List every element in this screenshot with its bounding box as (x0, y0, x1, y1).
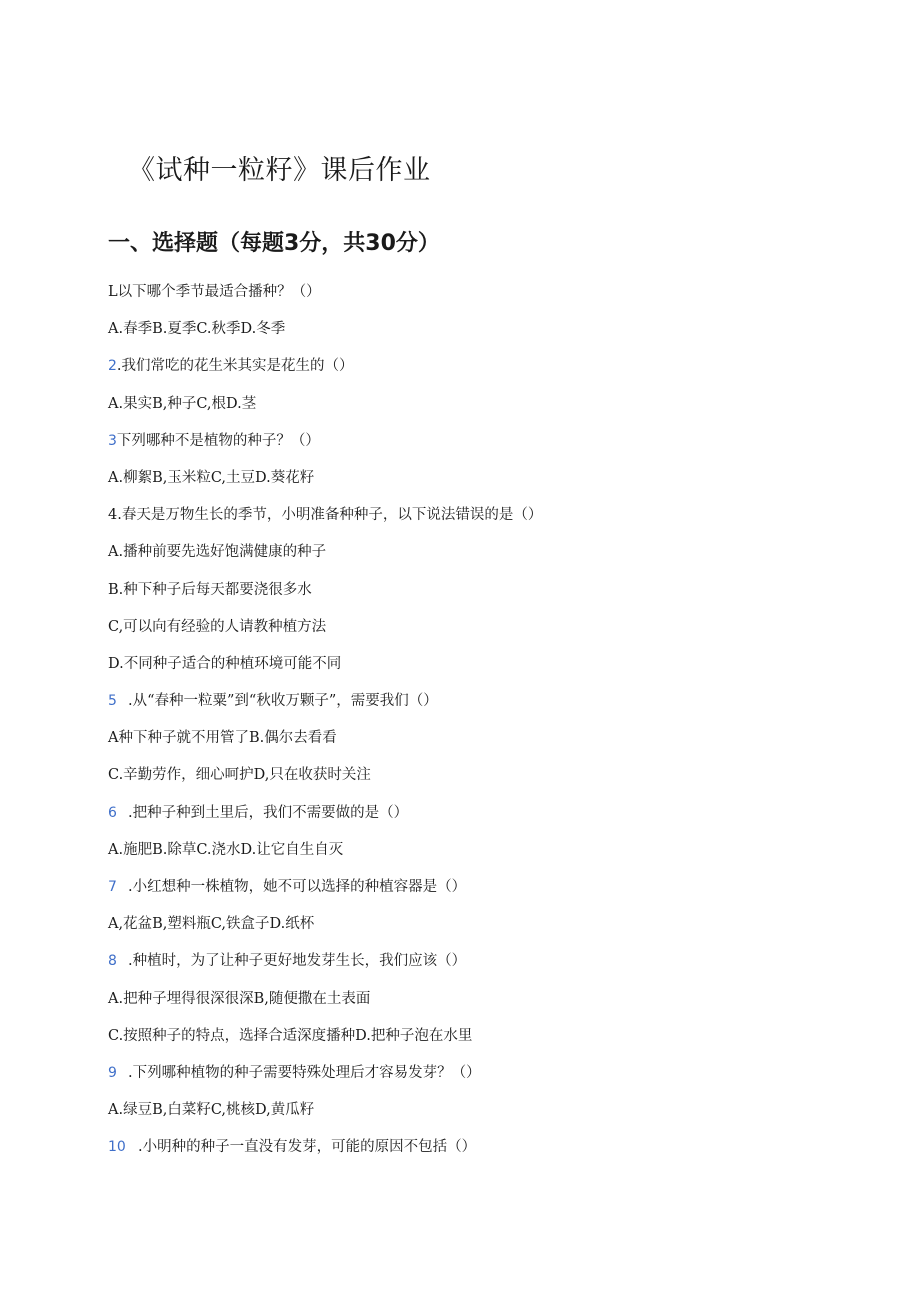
question-number: 10 (108, 1139, 126, 1156)
question-1 (108, 281, 808, 318)
question-3 (108, 430, 808, 467)
options-text: A.绿豆B,白菜籽C,桃核D,黄瓜籽 (108, 1102, 315, 1119)
question-4-option-d (108, 653, 808, 690)
question-text: .小红想种一株植物，她不可以选择的种植容器是（） (128, 879, 467, 895)
question-number: 3 (108, 432, 117, 449)
question-number: 9 (108, 1064, 117, 1081)
question-5 (108, 690, 808, 727)
question-text: .把种子种到土里后，我们不需要做的是（） (128, 804, 409, 821)
options-text: B.种下种子后每天都要浇很多水 (108, 581, 312, 598)
question-number: 5 (108, 693, 117, 710)
question-text: .种植时，为了让种子更好地发芽生长，我们应该（） (128, 953, 467, 970)
question-10 (108, 1136, 808, 1173)
options-text: A.柳絮B,玉米粒C,土豆D.葵花籽 (108, 469, 315, 486)
section-title: 一、选择题（每题3分，共30分） (108, 231, 440, 256)
options-text: D.不同种子适合的种植环境可能不同 (108, 655, 342, 672)
question-text: 下列哪种不是植物的种子？（） (116, 432, 320, 449)
question-9 (108, 1062, 808, 1099)
question-number: 6 (108, 804, 117, 821)
question-text: L以下哪个季节最适合播种？（） (108, 284, 321, 300)
question-8-options-ab (108, 988, 808, 1025)
options-text: C,可以向有经验的人请教种植方法 (108, 618, 327, 635)
question-1-options (108, 318, 808, 355)
question-4-option-a (108, 541, 808, 578)
options-text: A.把种子埋得很深很深B,随便撒在土表面 (108, 990, 371, 1007)
options-text: C.辛勤劳作，细心呵护D,只在收获时关注 (108, 767, 371, 784)
options-text: A.施肥B.除草C.浇水D.让它自生自灭 (108, 841, 344, 858)
question-2 (108, 355, 808, 392)
question-3-options (108, 467, 808, 504)
question-5-options-ab (108, 727, 808, 764)
options-text: A.果实B,种子C,根D.茎 (108, 395, 257, 412)
question-text: .从“春种一粒粟”到“秋收万颗子”，需要我们（） (128, 693, 438, 710)
question-text: .小明种的种子一直没有发芽，可能的原因不包括（） (138, 1139, 477, 1156)
question-5-options-cd (108, 764, 808, 801)
options-text: A,花盆B,塑料瓶C,铁盒子D.纸杯 (108, 916, 315, 933)
question-number: 2 (108, 358, 117, 375)
options-text: A.播种前要先选好饱满健康的种子 (108, 544, 327, 561)
question-4-option-c (108, 616, 808, 653)
question-4-option-b (108, 579, 808, 616)
question-number: 7 (108, 879, 117, 895)
options-text: A种下种子就不用管了B.偶尔去看看 (108, 730, 337, 747)
question-9-options (108, 1099, 808, 1136)
question-4 (108, 504, 808, 541)
question-list (108, 281, 808, 1174)
document-title: 《试种一粒籽》课后作业 (128, 155, 431, 186)
question-7 (108, 876, 808, 913)
question-2-options (108, 393, 808, 430)
question-6-options (108, 839, 808, 876)
question-text: .下列哪种植物的种子需要特殊处理后才容易发芽？（） (128, 1064, 481, 1081)
options-text: C.按照种子的特点，选择合适深度播种D.把种子泡在水里 (108, 1027, 473, 1044)
question-text: 4.春天是万物生长的季节，小明准备种种子，以下说法错误的是（） (108, 507, 543, 524)
options-text: A.春季B.夏季C.秋季D.冬季 (108, 321, 286, 338)
question-7-options (108, 913, 808, 950)
question-6 (108, 802, 808, 839)
question-text: .我们常吃的花生米其实是花生的（） (116, 358, 354, 375)
question-8 (108, 950, 808, 987)
question-8-options-cd (108, 1025, 808, 1062)
question-number: 8 (108, 953, 117, 970)
